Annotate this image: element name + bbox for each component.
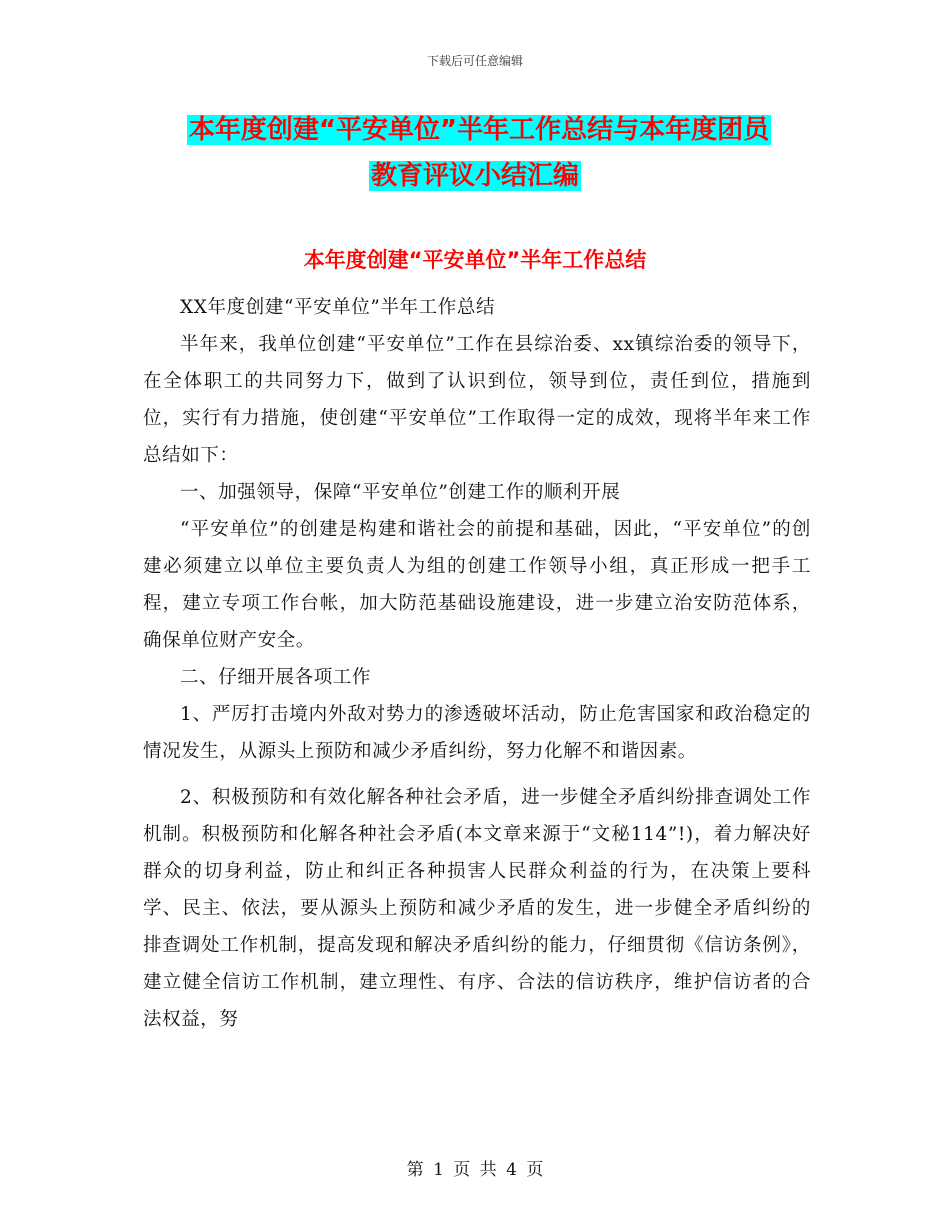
section-subtitle: 本年度创建“平安单位”半年工作总结	[303, 248, 647, 272]
page-footer: 第 1 页 共 4 页	[406, 1160, 544, 1180]
main-title-line1: 本年度创建“平安单位”半年工作总结与本年度团员	[188, 115, 770, 145]
paragraph: “平安单位”的创建是构建和谐社会的前提和基础，因此，“平安单位”的创建必须建立以单位主要负责人为组的创建工作领导小组，真正形成一把手工程，建立专项工作台帐，加大防范基础设施建设，进一步建立治安防范体系，确保单位财产安全。	[143, 519, 811, 651]
paragraph: XX年度创建“平安单位”半年工作总结	[180, 297, 496, 318]
paragraph: 二、仔细开展各项工作	[180, 667, 372, 688]
document-body	[143, 289, 811, 1038]
header-note: 下载后可任意编辑	[426, 54, 523, 68]
paragraph: 半年来，我单位创建“平安单位”工作在县综治委、xx镇综治委的领导下，在全体职工的共同努力下，做到了认识到位，领导到位，责任到位，措施到位，实行有力措施，使创建“平安单位”工作取得一定的成效，现将半年来工作总结如下：	[143, 334, 811, 466]
paragraph: 2、积极预防和有效化解各种社会矛盾，进一步健全矛盾纠纷排查调处工作机制。积极预防和化解各种社会矛盾(本文章来源于“文秘114”!)，着力解决好群众的切身利益，防止和纠正各种损害人民群众利益的行为，在决策上要科学、民主、依法，要从源头上预防和减少矛盾的发生，进一步健全矛盾纠纷的排查调处工作机制，提高发现和解决矛盾纠纷的能力，仔细贯彻《信访条例》，建立健全信访工作机制，建立理性、有序、合法的信访秩序，维护信访者的合法权益，努	[143, 787, 811, 1030]
paragraph: 1、严厉打击境内外敌对势力的渗透破坏活动，防止危害国家和政治稳定的情况发生，从源头上预防和减少矛盾纠纷，努力化解不和谐因素。	[143, 704, 811, 762]
main-title-line2: 教育评议小结汇编	[370, 161, 579, 191]
paragraph: 一、加强领导，保障“平安单位”创建工作的顺利开展	[180, 482, 621, 503]
